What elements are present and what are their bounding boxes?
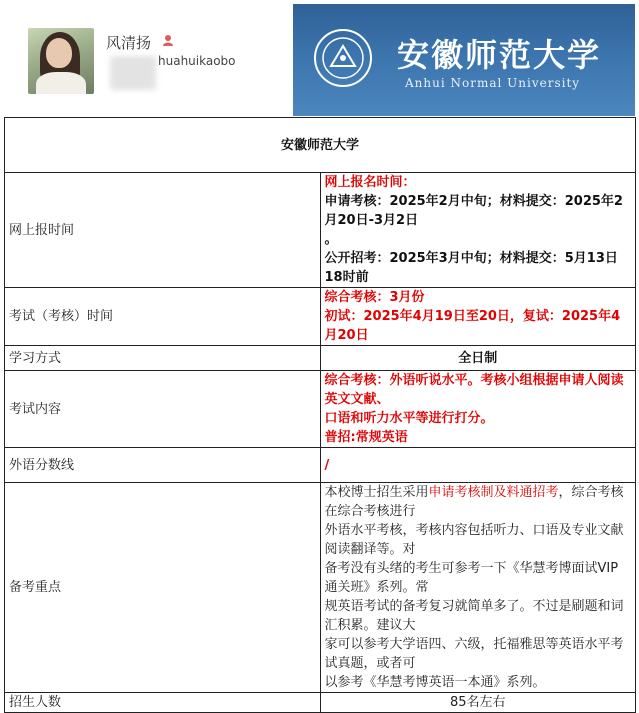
avatar-body — [36, 72, 86, 94]
blurred-text — [110, 56, 156, 90]
table-row — [5, 173, 636, 288]
row-label-enrollment: 招生人数 — [5, 693, 321, 713]
row-label-exam-time: 考试（考核）时间 — [5, 288, 321, 346]
row-value-exam-content — [320, 371, 636, 448]
table-title: 安徽师范大学 — [5, 118, 636, 173]
exam-content-line3-rest: 常规英语 — [355, 430, 408, 445]
table-row — [5, 346, 636, 371]
prep-line: 备考没有头绪的考生可参考一下《华慧考博面试VIP通关班》系列。常 — [324, 561, 619, 595]
banner-school-name-en: Anhui Normal University — [405, 76, 581, 90]
prep-line — [325, 483, 632, 521]
exam-content-line1: 综合考核：外语听说水平。考核小组根据申请人阅读英文文献、 — [324, 373, 624, 407]
page-header — [0, 0, 639, 117]
exam-time-line1: 综合考核：3月份 — [324, 290, 425, 305]
username[interactable]: 风清扬 — [106, 34, 152, 52]
row-label-apply-time: 网上报时间 — [5, 173, 321, 288]
prep-line: 家可以参考大学语四、六级，托福雅思等英语水平考试真题，或者可 — [324, 637, 624, 671]
row-label-language-score: 外语分数线 — [5, 448, 321, 483]
table-row — [5, 483, 636, 693]
row-label-study-mode: 学习方式 — [5, 346, 321, 371]
prep-line: 规英语考试的备考复习就简单多了。不过是刷题和词汇积累。建议大 — [324, 599, 624, 633]
row-value-study-mode: 全日制 — [320, 346, 636, 371]
prep-line-text: 本校博士招生采用 — [324, 485, 429, 500]
admission-info-table — [4, 117, 636, 713]
university-seal-icon — [313, 28, 373, 88]
row-value-apply-time — [320, 173, 636, 288]
table-row — [5, 693, 636, 713]
prep-line: 以参考《华慧考博英语一本通》系列。 — [324, 675, 546, 690]
university-banner — [293, 4, 635, 116]
row-label-prep: 备考重点 — [5, 483, 321, 693]
user-badge-icon — [162, 34, 174, 46]
user-handle: huahuikaobo — [158, 54, 236, 68]
row-value-prep — [320, 483, 636, 693]
avatar[interactable] — [28, 28, 94, 94]
table-row — [5, 288, 636, 346]
apply-time-line1: 网上报名时间： — [324, 175, 416, 190]
row-value-enrollment: 85名左右 — [320, 693, 636, 713]
prep-line: 外语水平考核，考核内容包括听力、口语及专业文献阅读翻译等。对 — [324, 523, 624, 557]
exam-time-line2: 初试：2025年4月19日至20日，复试：2025年4月20日 — [324, 309, 621, 343]
banner-school-name-cn: 安徽师范大学 — [397, 36, 602, 74]
apply-time-line3: 。 — [324, 232, 338, 247]
apply-time-line2: 申请考核：2025年2月中旬；材料提交：2025年2月20日-3月2日 — [324, 194, 623, 228]
prep-line-text: ，综合考核在综合考核进行 — [324, 485, 624, 519]
exam-content-line2: 口语和听力水平等进行打分。 — [324, 411, 494, 426]
row-label-exam-content: 考试内容 — [5, 371, 321, 448]
apply-time-line4: 公开招考：2025年3月中旬；材料提交：5月13日18时前 — [324, 251, 618, 285]
exam-content-line3 — [325, 428, 632, 447]
row-value-language-score: / — [320, 448, 636, 483]
table-row — [5, 448, 636, 483]
avatar-face — [46, 38, 72, 68]
row-value-exam-time — [320, 288, 636, 346]
prep-highlight: 申请考核制及料通招考 — [428, 485, 559, 500]
table-title-row — [5, 118, 636, 173]
exam-content-line3-prefix: 普招: — [324, 430, 356, 445]
table-row — [5, 371, 636, 448]
